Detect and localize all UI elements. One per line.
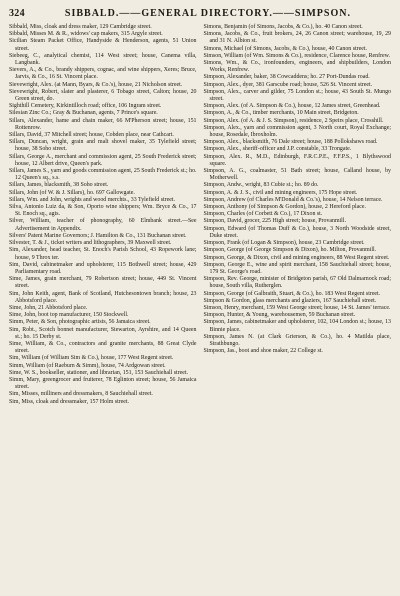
directory-entry: Simm, Peter, & Son, photographic artists, 56 Jamaica street. bbox=[9, 319, 151, 326]
directory-entry: Sillars, Wm. and John, wrights and wood merchts., 33 Tylefield street. bbox=[9, 196, 175, 203]
directory-entry: Simpson, Alex., blacksmith, 76 Dale street; house, 188 Pollokshaws road. bbox=[203, 139, 378, 146]
directory-entry: Simpson, Alex. (of A. & J. S. Simpson), residence, 2 Speirs place, Crosshill. bbox=[203, 117, 384, 124]
directory-columns bbox=[9, 24, 391, 406]
directory-entry: Simpson, Charles (of Corbett & Co.), 17 Dixon st. bbox=[203, 211, 323, 218]
directory-entry: Sim, Misses, milliners and dressmakers, 8 Sauchiehall street. bbox=[9, 391, 153, 398]
page-header bbox=[9, 8, 391, 20]
directory-entry: Silesian Zinc Co.; Gray & Buchanan, agents, 7 Prince's square. bbox=[9, 110, 158, 117]
directory-entry: Siebeeg, C., analytical chemist, 114 West street; house, Canema villa, Langbank. bbox=[9, 52, 197, 67]
directory-entry: Simpson, Alex., yarn and commission agent, 3 North court, Royal Exchange; house, Rosedale, Ibroxholm. bbox=[203, 124, 391, 139]
directory-entry: Sillars, James S., yarn and goods commission agent, 25 South Frederick st.; ho. 12 Queen's sq., s.s. bbox=[9, 168, 197, 182]
directory-entry: Simpson, George (of George Simpson & Dixon), ho. Milton, Provanmill. bbox=[203, 247, 377, 254]
directory-entry: Simpson, Rev. George, minister of Bridgeton parish, 67 Old Dalmarnock road; house, South villa, Rutherglen. bbox=[203, 276, 391, 290]
directory-entry: Silva, Antonio Luiz da, & Son, Oporto wine shippers; Wm. Bryce & Co., 17 St. Enoch sq., agts. bbox=[9, 204, 197, 218]
directory-entry: Simpson, Alex. (of A. Simpson & Co.), house, 12 James street, Greenhead. bbox=[203, 103, 381, 110]
directory-entry: Sievewright, Robert, slater and plasterer, 6 Tobago street, Calton; house, 20 Green street, do. bbox=[9, 88, 197, 103]
directory-entry: Simpson, A. & J. S., civil and mining engineers, 175 Hope street. bbox=[203, 189, 358, 196]
directory-entry: Sievewright, Alex. (at Mann, Byars, & Co.'s), house, 21 Nicholson street. bbox=[9, 81, 183, 88]
directory-entry: Simpson, Hunter, & Young, warehousemen, 59 Buchanan street. bbox=[203, 312, 356, 319]
directory-entry: Simpson, Andrew (of Charles M'Donald & Co.'s), house, 14 Nelson terrace. bbox=[203, 196, 383, 203]
directory-entry: Simpson, Alex., dyer, 381 Garscube road; house, 526 St. Vincent street. bbox=[203, 81, 373, 88]
directory-entry: Simpson, Jas., boot and shoe maker, 22 College st. bbox=[203, 348, 323, 355]
directory-entry: Sibbald, Misses M. & R., widows' cap makers, 315 Argyle street. bbox=[9, 31, 163, 38]
directory-entry: Silver, William, teacher of phonography, 60 Elmbank street.—See Advertisement in Appendix. bbox=[9, 218, 197, 232]
directory-entry: Simpson, Alexander, baker, 38 Cowcaddens; ho. 27 Port-Dundas road. bbox=[203, 74, 370, 81]
page-number: 324 bbox=[9, 8, 25, 19]
directory-entry: Simpson, Andw., wright, 83 Cubie st.; ho. 89 do. bbox=[203, 182, 319, 189]
directory-entry: Simpson, Edward (of Thomas Duff & Co.), house, 3 North Woodside street, Duke street. bbox=[203, 225, 391, 239]
directory-entry: Simons, Michael (of Simons, Jacobs, & Co.), house, 40 Canon street. bbox=[203, 45, 367, 52]
directory-entry: Simpson, James, cabinetmaker and upholsterer, 102, 104 London st.; house, 13 Binnie place. bbox=[203, 319, 391, 333]
directory-entry: Simson, William (of Wm. Simons & Co.), residence, Clarence house, Renfrew. bbox=[203, 52, 390, 59]
directory-entry: Simpson & Gordon, glass merchants and glaziers, 167 Sauchiehall street. bbox=[203, 297, 377, 304]
directory-entry: Sighthill Cemetery, Kirkintilloch road; office, 106 Ingram street. bbox=[9, 103, 162, 110]
directory-entry: Sime, John, boot top manufacturer, 150 Stockwell. bbox=[9, 312, 129, 319]
directory-entry: Sime, James, grain merchant, 79 Robertson street; house, 449 St. Vincent street. bbox=[9, 276, 197, 290]
directory-entry: Simpson, George E., wine and spirit merchant, 158 Sauchiehall street; house, 179 St. George's road. bbox=[203, 261, 391, 275]
directory-entry: Simpson, David, grocer, 225 High street; house, Provanmill. bbox=[203, 218, 346, 225]
directory-entry: Sime, William, & Co., contractors and granite merchants, 88 Great Clyde street. bbox=[9, 340, 197, 355]
directory-entry: Simons, Wm., & Co., ironfounders, engineers, and shipbuilders, London Works, Renfrew. bbox=[203, 60, 391, 74]
directory-entry: Simpson, Alex., carver and gilder, 75 London st.; house, 43 South St. Mungo street. bbox=[203, 88, 391, 103]
directory-entry: Sibbald, Miss, cloak and dress maker, 129 Cambridge street. bbox=[9, 24, 152, 30]
directory-entry: Simson, Henry, merchant, 159 West George street; house, 14 St. James' terrace. bbox=[203, 304, 391, 311]
directory-entry: Silvers' Patent Marine Governors; J. Hamilton & Co., 131 Buchanan street. bbox=[9, 232, 187, 239]
directory-entry: Sim, William (of William Sim & Co.), house, 177 West Regent street. bbox=[9, 355, 174, 362]
directory-entry: Sim, John Keith, agent, Bank of Scotland, Hutchesontown branch; house, 23 Abbotsford place. bbox=[9, 290, 197, 304]
directory-entry: Sillars, Alexander, hame and chain maker, 66 M'Pherson street; house, 151 Rottenrow. bbox=[9, 117, 197, 131]
directory-entry: Simm, Mary, greengrocer and fruiterer, 78 Eglinton street; house, 56 Jamaica street. bbox=[9, 376, 197, 391]
directory-entry: Simpson, A., & Co., timber merchants, 10 Main street, Bridgeton. bbox=[203, 110, 359, 117]
directory-entry: Sim, Alexander, head teacher, St. Enoch's Parish School, 43 Ropework lane; house, 9 Throx ter. bbox=[9, 247, 197, 261]
directory-entry: Simpson, George, & Dixon, civil and mining engineers, 88 West Regent street. bbox=[203, 254, 390, 261]
directory-entry: Sillars, John (of W. & J. Sillars), ho. 697 Gallowgate. bbox=[9, 189, 135, 196]
directory-entry: Sim, Robt., Scotch bonnet manufacturer, Stewarton, Ayrshire, and 14 Queen st.; ho. 15 Derby st. bbox=[9, 326, 197, 340]
directory-entry: Simpson, Frank (of Logan & Simpson), house, 23 Cambridge street. bbox=[203, 240, 365, 247]
directory-entry: Silvester, T. & J., ticket writers and lithographers, 39 Maxwell street. bbox=[9, 240, 172, 247]
left-column bbox=[9, 24, 197, 406]
directory-entry: Simpson, A. G., coalmaster, 51 Bath street; house, Calland house, by Motherwell. bbox=[203, 168, 391, 182]
directory-entry: Simpson, Alex., sheriff-officer and J.P. constable, 33 Trongate. bbox=[203, 146, 352, 153]
directory-entry: Simpson, James N. (at Clark Grierson, & Co.), ho. 4 Matilda place, Strathbungo. bbox=[203, 333, 391, 347]
directory-entry: Sicilian Steam Packet Office, Handyside & Henderson, agents, 51 Union street. bbox=[9, 38, 197, 52]
directory-entry: Sievers, A., & Co., brandy shippers, cognac, and wine shippers, Xeres; Bruce, Jarvis, & Co., 16 St. Vincent place. bbox=[9, 67, 197, 81]
directory-entry: Simm, William (of Raeburn & Simm), house, 74 Ardgowan street. bbox=[9, 362, 166, 369]
directory-entry: Sillars, James, blacksmith, 38 Soho street. bbox=[9, 182, 109, 189]
directory-entry: Simpson, George (of Galbraith, Stuart, & Co.), ho. 183 West Regent street. bbox=[203, 290, 381, 297]
directory-entry: Simpson, Anthony (of Simpson & Gordon), house, 2 Hereford place. bbox=[203, 204, 366, 211]
directory-entry: Sim, David, cabinetmaker and upholsterer, 115 Bothwell street; house, 429 Parliamentary road. bbox=[9, 261, 197, 275]
directory-entry: Sillars, Duncan, wright, grain and malt shovel maker, 35 Tylefield street; house, 38 Soho street. bbox=[9, 139, 197, 153]
directory-entry: Simpson, Alex. R., M.D., Edinburgh, F.R.C.P.E., F.F.P.S., 1 Blythswood square. bbox=[203, 153, 391, 167]
directory-entry: Simons, Jacobs, & Co., fruit brokers, 24, 26 Canon street; warehouse, 19, 29 and 31 N. Albion st. bbox=[203, 31, 391, 45]
right-column bbox=[204, 24, 392, 406]
directory-entry: Sime, W. S., bookseller, stationer, and librarian, 151, 153 Sauchiehall street. bbox=[9, 369, 188, 376]
directory-entry: Sime, John, 21 Abbotsford place. bbox=[9, 304, 88, 311]
directory-entry: Simons, Benjamin (of Simons, Jacobs, & Co.), ho. 40 Canon street. bbox=[203, 24, 363, 30]
directory-entry: Sillars, George A., merchant and commission agent, 25 South Frederick street; house, 12 Albert drive, Queen's park. bbox=[9, 153, 197, 167]
directory-entry: Sim, Miss, cloak and dressmaker, 157 Holm street. bbox=[9, 398, 130, 405]
directory-entry: Sillars, David, 37 Mitchell street; house, Cobden place, near Cathcart. bbox=[9, 132, 174, 139]
running-title: SIBBALD.——GENERAL DIRECTORY.——SIMPSON. bbox=[64, 8, 351, 19]
